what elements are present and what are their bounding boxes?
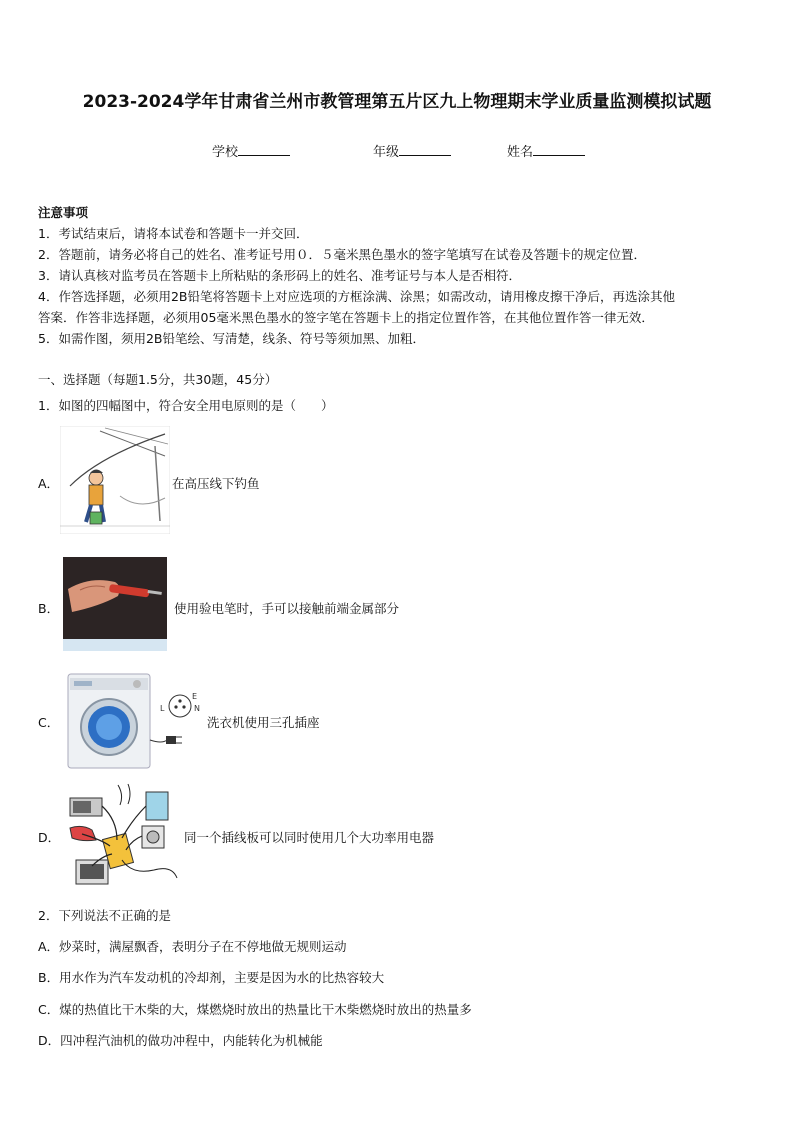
socket-letter-l: L bbox=[160, 704, 165, 713]
option-b-letter[interactable]: B． bbox=[38, 601, 60, 616]
school-field[interactable] bbox=[212, 141, 290, 160]
option-d-letter[interactable]: D． bbox=[38, 830, 61, 845]
question-1-stem: 1．如图的四幅图中，符合安全用电原则的是（ ） bbox=[38, 398, 334, 413]
note-item: 3．请认真核对监考员在答题卡上所粘贴的条形码上的姓名、准考证号与本人是否相符． bbox=[38, 268, 521, 283]
overloaded-power-strip-icon bbox=[62, 780, 182, 890]
name-field[interactable] bbox=[507, 141, 585, 160]
socket-letter-n: N bbox=[194, 704, 200, 713]
note-item: 2．答题前，请务必将自己的姓名、准考证号用０．５毫米黑色墨水的签字笔填写在试卷及答题卡的规定位置． bbox=[38, 247, 646, 262]
fishing-under-power-line-icon bbox=[60, 426, 170, 534]
school-blank[interactable] bbox=[238, 143, 290, 156]
option-a-letter[interactable]: A． bbox=[38, 476, 60, 491]
page-title: 2023-2024学年甘肃省兰州市教管理第五片区九上物理期末学业质量监测模拟试题 bbox=[82, 92, 712, 112]
grade-blank[interactable] bbox=[399, 143, 451, 156]
note-item: 4．作答选择题，必须用2B铅笔将答题卡上对应选项的方框涂满、涂黑；如需改动，请用橡皮擦干净后，再选涂其他 bbox=[38, 289, 675, 304]
note-item: 5．如需作图，须用2B铅笔绘、写清楚，线条、符号等须加黑、加粗． bbox=[38, 331, 425, 346]
option-c-letter[interactable]: C． bbox=[38, 715, 60, 730]
note-item: 答案．作答非选择题，必须用05毫米黑色墨水的签字笔在答题卡上的指定位置作答，在其他位置作答一律无效． bbox=[38, 310, 654, 325]
note-item: 1．考试结束后，请将本试卷和答题卡一并交回． bbox=[38, 226, 309, 241]
school-label: 学校 bbox=[212, 145, 239, 160]
socket-letter-e: E bbox=[192, 692, 198, 701]
test-pen-icon bbox=[60, 554, 170, 658]
option-a-text: 在高压线下钓鱼 bbox=[172, 476, 260, 491]
name-label: 姓名 bbox=[507, 145, 534, 160]
q2-option-a[interactable]: A．炒菜时，满屋飘香，表明分子在不停地做无规则运动 bbox=[38, 939, 347, 954]
washing-machine-icon bbox=[62, 670, 206, 772]
option-c-text: 洗衣机使用三孔插座 bbox=[207, 715, 320, 730]
question-2-stem: 2．下列说法不正确的是 bbox=[38, 908, 171, 923]
option-d-text: 同一个插线板可以同时使用几个大功率用电器 bbox=[184, 830, 435, 845]
option-b-text: 使用验电笔时，手可以接触前端金属部分 bbox=[174, 601, 400, 616]
section-heading: 一、选择题（每题1.5分，共30题，45分） bbox=[38, 372, 278, 387]
grade-label: 年级 bbox=[373, 145, 400, 160]
q2-option-d[interactable]: D．四冲程汽油机的做功冲程中，内能转化为机械能 bbox=[38, 1033, 323, 1048]
q2-option-c[interactable]: C．煤的热值比干木柴的大，煤燃烧时放出的热量比干木柴燃烧时放出的热量多 bbox=[38, 1002, 472, 1017]
name-blank[interactable] bbox=[533, 143, 585, 156]
notes-heading: 注意事项 bbox=[38, 205, 89, 220]
grade-field[interactable] bbox=[373, 141, 451, 160]
q2-option-b[interactable]: B．用水作为汽车发动机的冷却剂，主要是因为水的比热容较大 bbox=[38, 970, 385, 985]
